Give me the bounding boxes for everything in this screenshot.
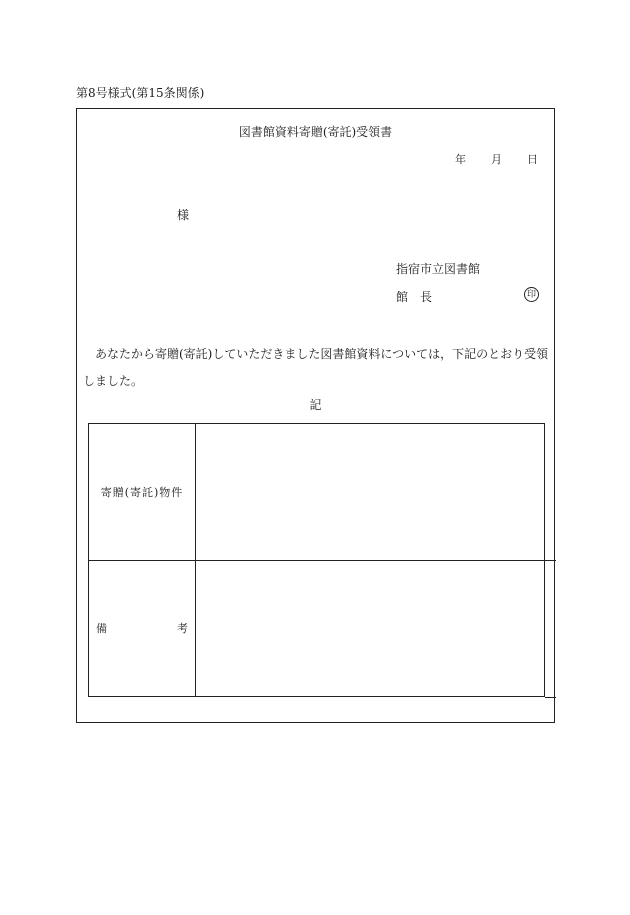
body-paragraph [83, 341, 553, 395]
date-day-label: 日 [527, 153, 538, 166]
seal-mark-icon: 印 [524, 287, 539, 302]
remarks-label-char-1: 備 [96, 622, 107, 635]
ki-heading: 記 [309, 398, 322, 412]
form-number: 第8号様式(第15条関係) [76, 86, 205, 100]
body-line-1: あなたから寄贈(寄託)していただきました図書館資料については，下記のとおり受領 [95, 347, 549, 361]
table-row-divider [89, 560, 544, 561]
remarks-label-char-2: 考 [177, 622, 188, 635]
document-frame [76, 108, 555, 723]
body-line-2: しました。 [83, 374, 144, 388]
table-bottom-extension [545, 697, 556, 698]
director-title-char-1: 館 [396, 290, 409, 304]
director-title-char-2: 長 [420, 290, 433, 304]
document-title: 図書館資料寄贈(寄託)受領書 [238, 125, 393, 139]
table-row-divider-extension [545, 560, 556, 561]
date-month-label: 月 [491, 153, 502, 166]
issuer-organization: 指宿市立図書館 [396, 262, 481, 276]
recipient-suffix: 様 [177, 208, 190, 222]
donated-items-label: 寄贈(寄託)物件 [100, 486, 184, 499]
date-year-label: 年 [455, 153, 466, 166]
items-table [88, 423, 545, 697]
